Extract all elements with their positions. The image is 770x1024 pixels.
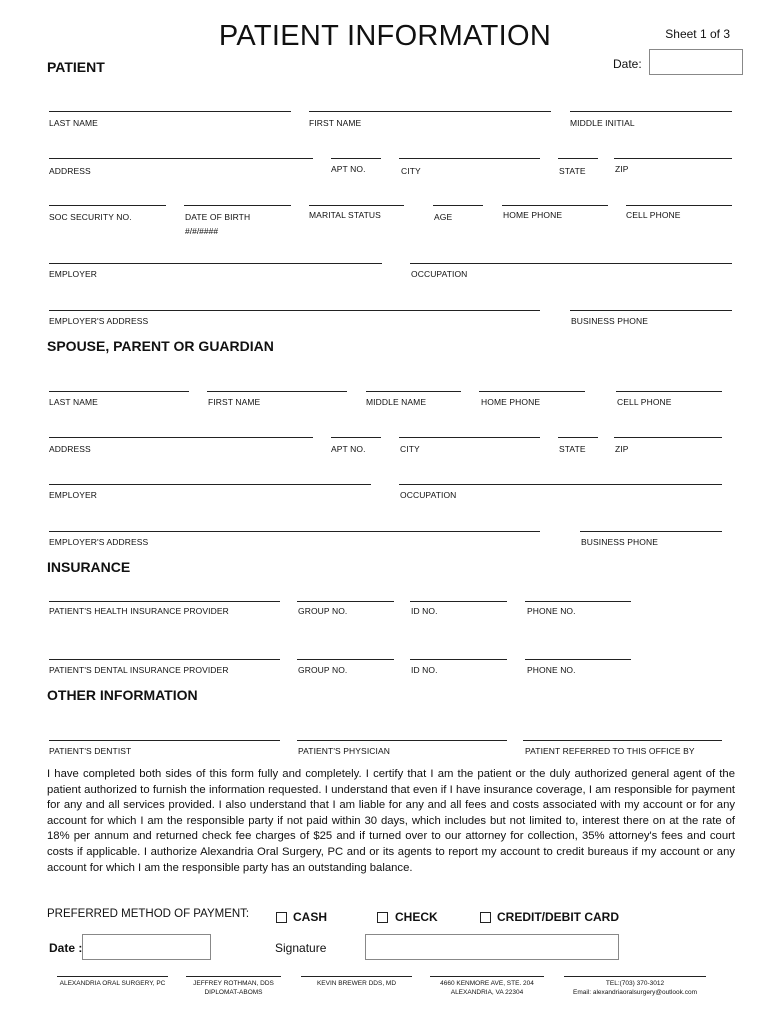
- health-id-field[interactable]: [410, 601, 507, 602]
- guardian-zip-label: ZIP: [615, 444, 629, 454]
- patient-city-label: CITY: [401, 166, 421, 176]
- guardian-home-phone-field[interactable]: [479, 391, 585, 392]
- health-provider-label: PATIENT'S HEALTH INSURANCE PROVIDER: [49, 606, 229, 616]
- guardian-middle-name-field[interactable]: [366, 391, 461, 392]
- date-label: Date:: [613, 57, 642, 71]
- patient-ssn-field[interactable]: [49, 205, 166, 206]
- dental-id-label: ID NO.: [411, 665, 438, 675]
- patient-ssn-label: SOC SECURITY NO.: [49, 212, 132, 222]
- patient-marital-label: MARITAL STATUS: [309, 210, 381, 220]
- footer-doctor-2: KEVIN BREWER DDS, MD: [301, 976, 412, 988]
- section-patient-heading: PATIENT: [47, 59, 105, 75]
- physician-field[interactable]: [297, 740, 507, 741]
- patient-age-label: AGE: [434, 212, 453, 222]
- guardian-occupation-label: OCCUPATION: [400, 490, 457, 500]
- guardian-zip-field[interactable]: [614, 437, 722, 438]
- patient-dob-label: DATE OF BIRTH: [185, 212, 251, 222]
- guardian-business-phone-label: BUSINESS PHONE: [581, 537, 658, 547]
- patient-city-field[interactable]: [399, 158, 540, 159]
- guardian-home-phone-label: HOME PHONE: [481, 397, 541, 407]
- patient-occupation-label: OCCUPATION: [411, 269, 468, 279]
- certification-statement: I have completed both sides of this form fully and completely. I certify that I am the patient or the duly authorized general agent of the patient authorized to furnish the information requested. I understand that even if I have insurance coverage, I am responsible for payment for any and all services provided. I also understand that I am liable for any and all fees and costs associated with my account or for any account for which I am the responsible party if not paid within 30 days, which includes but not limited to, interest there on at the rate of 18% per annum and returned check fee charges of $25 and if turned over to our attorney for collection, 35% attorney's fees and court costs if applicable. I authorize Alexandria Oral Surgery, PC and or its agents to report my account to credit bureaus if my account or any account for which I am the responsible party has an outstanding balance.: [47, 768, 735, 874]
- guardian-cell-phone-field[interactable]: [616, 391, 722, 392]
- check-checkbox[interactable]: [377, 912, 388, 923]
- card-label: CREDIT/DEBIT CARD: [497, 910, 619, 924]
- dental-phone-label: PHONE NO.: [527, 665, 576, 675]
- patient-business-phone-label: BUSINESS PHONE: [571, 316, 648, 326]
- payment-method-label: PREFERRED METHOD OF PAYMENT:: [47, 908, 250, 920]
- health-group-field[interactable]: [297, 601, 394, 602]
- section-other-heading: OTHER INFORMATION: [47, 687, 198, 703]
- patient-marital-field[interactable]: [309, 205, 404, 206]
- date-field[interactable]: [649, 49, 743, 75]
- signature-field[interactable]: [365, 934, 619, 960]
- guardian-business-phone-field[interactable]: [580, 531, 722, 532]
- patient-first-name-field[interactable]: [309, 111, 551, 112]
- guardian-state-field[interactable]: [558, 437, 598, 438]
- referred-by-field[interactable]: [523, 740, 722, 741]
- dentist-label: PATIENT'S DENTIST: [49, 746, 132, 756]
- section-insurance-heading: INSURANCE: [47, 559, 131, 575]
- footer-address: 4660 KENMORE AVE, STE. 204 ALEXANDRIA, VA 22304: [430, 976, 544, 997]
- guardian-middle-name-label: MIDDLE NAME: [366, 397, 427, 407]
- guardian-address-label: ADDRESS: [49, 444, 91, 454]
- health-phone-label: PHONE NO.: [527, 606, 576, 616]
- card-checkbox[interactable]: [480, 912, 491, 923]
- guardian-employer-label: EMPLOYER: [49, 490, 98, 500]
- patient-employer-label: EMPLOYER: [49, 269, 98, 279]
- guardian-occupation-field[interactable]: [399, 484, 722, 485]
- patient-employer-address-field[interactable]: [49, 310, 540, 311]
- health-provider-field[interactable]: [49, 601, 280, 602]
- dental-id-field[interactable]: [410, 659, 507, 660]
- check-label: CHECK: [395, 910, 438, 924]
- section-guardian-heading: SPOUSE, PARENT OR GUARDIAN: [47, 338, 274, 354]
- sheet-number: Sheet 1 of 3: [665, 27, 730, 41]
- guardian-city-label: CITY: [400, 444, 420, 454]
- sign-date-label: Date :: [49, 941, 83, 955]
- dentist-field[interactable]: [49, 740, 280, 741]
- guardian-employer-address-label: EMPLOYER'S ADDRESS: [49, 537, 149, 547]
- guardian-city-field[interactable]: [399, 437, 540, 438]
- dental-group-label: GROUP NO.: [298, 665, 348, 675]
- dental-provider-label: PATIENT'S DENTAL INSURANCE PROVIDER: [49, 665, 229, 675]
- patient-cell-phone-label: CELL PHONE: [626, 210, 681, 220]
- patient-state-field[interactable]: [558, 158, 598, 159]
- patient-middle-initial-label: MIDDLE INITIAL: [570, 118, 635, 128]
- dental-phone-field[interactable]: [525, 659, 631, 660]
- guardian-apt-label: APT NO.: [331, 444, 366, 454]
- footer-practice: ALEXANDRIA ORAL SURGERY, PC: [57, 976, 168, 988]
- guardian-employer-address-field[interactable]: [49, 531, 540, 532]
- patient-employer-field[interactable]: [49, 263, 382, 264]
- guardian-address-field[interactable]: [49, 437, 313, 438]
- referred-by-label: PATIENT REFERRED TO THIS OFFICE BY: [525, 746, 695, 756]
- cash-label: CASH: [293, 910, 328, 924]
- patient-zip-field[interactable]: [614, 158, 732, 159]
- patient-last-name-label: LAST NAME: [49, 118, 98, 128]
- footer-doctor-1: JEFFREY ROTHMAN, DDS DIPLOMAT-ABOMS: [186, 976, 281, 997]
- patient-state-label: STATE: [559, 166, 586, 176]
- physician-label: PATIENT'S PHYSICIAN: [298, 746, 391, 756]
- patient-dob-hint: #/#/####: [185, 226, 219, 236]
- guardian-first-name-label: FIRST NAME: [208, 397, 261, 407]
- guardian-last-name-label: LAST NAME: [49, 397, 98, 407]
- patient-apt-field[interactable]: [331, 158, 381, 159]
- patient-last-name-field[interactable]: [49, 111, 291, 112]
- patient-age-field[interactable]: [433, 205, 483, 206]
- guardian-apt-field[interactable]: [331, 437, 381, 438]
- patient-first-name-label: FIRST NAME: [309, 118, 362, 128]
- sign-date-field[interactable]: [82, 934, 211, 960]
- health-phone-field[interactable]: [525, 601, 631, 602]
- health-group-label: GROUP NO.: [298, 606, 348, 616]
- cash-checkbox[interactable]: [276, 912, 287, 923]
- guardian-employer-field[interactable]: [49, 484, 371, 485]
- dental-provider-field[interactable]: [49, 659, 280, 660]
- footer-contact: TEL:(703) 370-3012 Email: alexandriaoralsurgery@outlook.com: [564, 976, 706, 997]
- patient-occupation-field[interactable]: [410, 263, 732, 264]
- dental-group-field[interactable]: [297, 659, 394, 660]
- patient-address-label: ADDRESS: [49, 166, 91, 176]
- patient-dob-field[interactable]: [184, 205, 291, 206]
- patient-zip-label: ZIP: [615, 164, 629, 174]
- patient-apt-label: APT NO.: [331, 164, 366, 174]
- patient-home-phone-field[interactable]: [502, 205, 608, 206]
- signature-label: Signature: [275, 941, 327, 955]
- patient-cell-phone-field[interactable]: [626, 205, 732, 206]
- guardian-first-name-field[interactable]: [207, 391, 347, 392]
- patient-middle-initial-field[interactable]: [570, 111, 732, 112]
- guardian-cell-phone-label: CELL PHONE: [617, 397, 672, 407]
- patient-employer-address-label: EMPLOYER'S ADDRESS: [49, 316, 149, 326]
- patient-address-field[interactable]: [49, 158, 313, 159]
- patient-home-phone-label: HOME PHONE: [503, 210, 563, 220]
- guardian-last-name-field[interactable]: [49, 391, 189, 392]
- health-id-label: ID NO.: [411, 606, 438, 616]
- patient-business-phone-field[interactable]: [570, 310, 732, 311]
- guardian-state-label: STATE: [559, 444, 586, 454]
- form-title: PATIENT INFORMATION: [218, 20, 552, 52]
